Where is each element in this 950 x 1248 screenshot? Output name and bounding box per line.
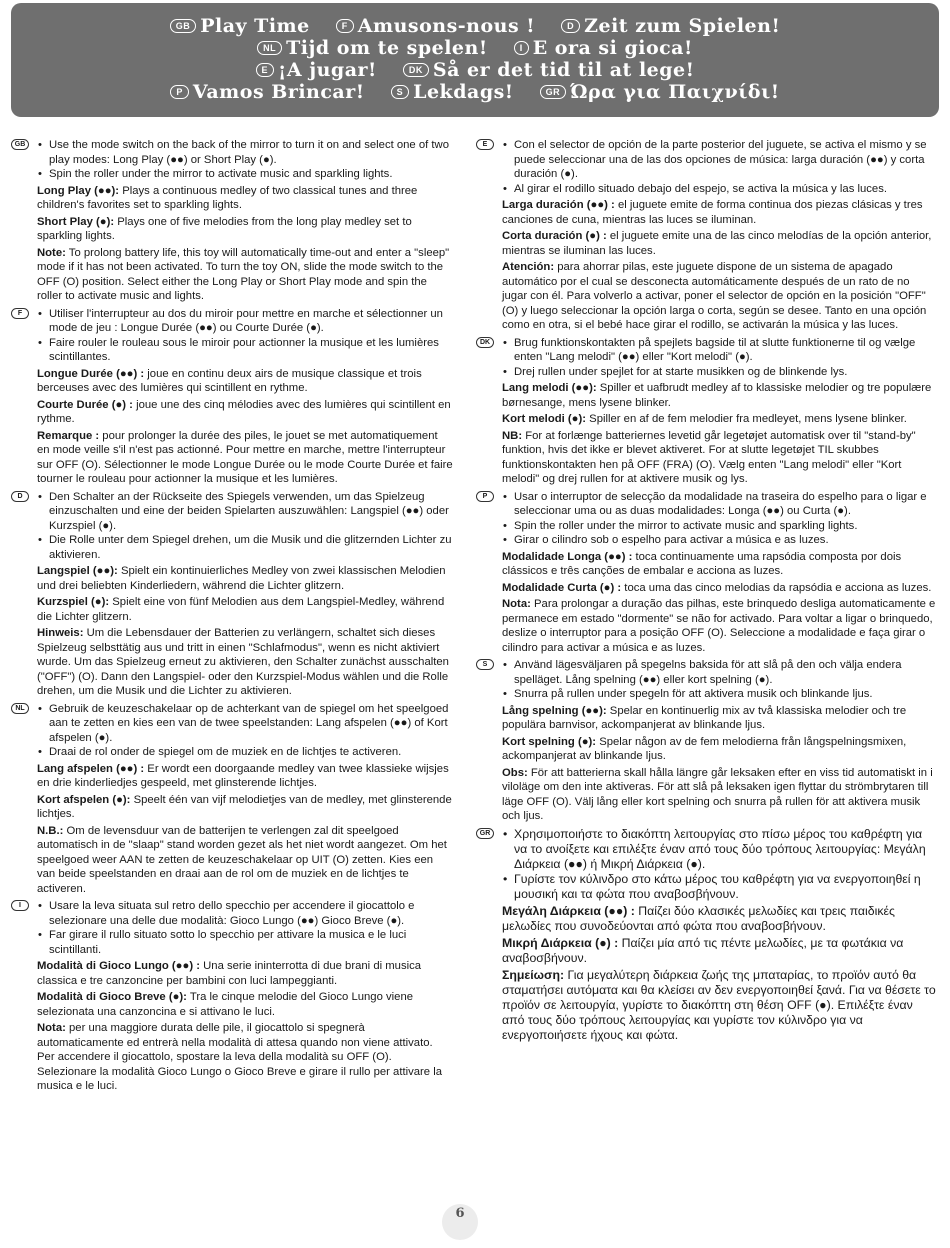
mode-text: toca continuamente uma rapsódia composta por dois clássicos e três canções de embalar e acciona as luzes. (502, 550, 902, 577)
banner-title-text: ¡A jugar! (278, 59, 377, 81)
mode-description (37, 1021, 453, 1094)
banner-title (391, 81, 514, 103)
language-code-badge: GR (540, 85, 567, 99)
banner-line (11, 37, 939, 59)
instruction-bullet: • Al girar el rodillo situado debajo del espejo, se activa la música y las luces. (502, 182, 936, 197)
mode-text: el juguete emite una de las cinco melodías de la opción anterior, mientras se iluminan las luces. (502, 230, 932, 257)
mode-text: Tra le cinque melodie del Gioco Lungo viene selezionata una canzoncina e si attivano le luci. (37, 991, 414, 1018)
mode-description (502, 904, 936, 934)
language-section-s (476, 658, 936, 824)
mode-text: Παίζει μία από τις πέντε μελωδίες, με τα φωτάκια να αναβοσβήνουν. (502, 935, 904, 965)
instruction-bullet: • Die Rolle unter dem Spiegel drehen, um die Musik und die glitzernden Lichter zu aktivieren. (37, 533, 453, 562)
mode-description (502, 198, 936, 227)
mode-term: Σημείωση: (502, 967, 565, 982)
language-code-badge: DK (403, 63, 429, 77)
language-section-f (11, 307, 453, 487)
mode-text: toca uma das cinco melodias da rapsódia e acciona as luzes. (621, 581, 932, 594)
mode-description (37, 246, 453, 304)
language-section-i (11, 899, 453, 1094)
mode-term: Corta duración (●) : (502, 230, 607, 242)
language-code-badge: P (476, 491, 494, 502)
instruction-bullet: • Draai de rol onder de spiegel om de muziek en de lichtjes te activeren. (37, 745, 453, 760)
language-section-nl (11, 702, 453, 897)
mode-description (502, 550, 936, 579)
language-code-badge: E (476, 139, 494, 150)
mode-description (502, 766, 936, 824)
mode-term: Kurzspiel (●): (37, 596, 110, 608)
mode-text: Om de levensduur van de batterijen te verlengen zal dit speelgoed automatisch in de "slaap" stand worden gezet als het niet wordt aangezet. Om het speelgoed weer AAN te zetten de keuzeschakelaar op UIT (O) zetten. Kies een van beide speelstanden en draai aan de rol om de muziek en de lichtjes te activeren. (37, 824, 447, 895)
banner-line (11, 59, 939, 81)
mode-description (37, 824, 453, 897)
mode-description (502, 597, 936, 655)
instruction-bullet: • Snurra på rullen under spegeln för att aktivera musik och blinkande ljus. (502, 687, 936, 702)
mode-term: Modalità di Gioco Breve (●): (37, 991, 187, 1003)
mode-term: Long Play (●●): (37, 184, 120, 197)
instruction-bullet: • Den Schalter an der Rückseite des Spiegels verwenden, um das Spielzeug einzuschalten und eine der beiden Spielarten auszuwählen: Langspiel (●●) oder Kurzspiel (●). (37, 490, 453, 534)
mode-term: Kort spelning (●): (502, 735, 597, 748)
mode-description (37, 793, 453, 822)
language-code-badge: GR (476, 828, 494, 839)
language-section-gr (476, 827, 936, 1043)
mode-description (37, 215, 453, 244)
mode-term: Langspiel (●●): (37, 565, 118, 577)
mode-description (37, 959, 453, 988)
mode-description (37, 398, 453, 427)
mode-term: Nota: (502, 598, 531, 610)
mode-text: Spielt eine von fünf Melodien aus dem Langspiel-Medley, während die Lichter glitzern. (37, 596, 445, 623)
mode-text: joue une des cinq mélodies avec des lumières qui scintillent en rythme. (37, 398, 451, 425)
mode-description (37, 184, 453, 213)
mode-text: Er wordt een doorgaande medley van twee klassieke wijsjes en drie kinderliedjes gespeeld, met glinsterende lichtjes. (37, 762, 449, 789)
banner-title-text: Amusons-nous ! (357, 15, 536, 37)
instruction-bullet: • Utiliser l'interrupteur au dos du miroir pour mettre en marche et sélectionner un mode de jeu : Longue Durée (●●) ou Courte Durée (●). (37, 307, 453, 336)
mode-text: För att batterierna skall hålla längre går leksaken efter en viss tid automatiskt in i viloläge om den inte aktiveras. För att slå på leksaken igen flyttar du strömbrytaren till läge OFF (O). Välj lång eller kort spelning och snurra på rullen för att aktivera musik och ljus. (502, 766, 933, 822)
banner-title (170, 81, 364, 103)
mode-text: Plays a continuous medley of two classical tunes and three children's favorites set to sparkling lights. (37, 184, 418, 211)
banner-title (514, 37, 693, 59)
instruction-bullet: • Usar o interruptor de selecção da modalidade na traseira do espelho para o ligar e seleccionar uma ou as duas modalidades: Longa (●●) ou Curta (●). (502, 490, 936, 519)
language-code-badge: GB (170, 19, 197, 33)
mode-term: Atención: (502, 261, 555, 273)
instruction-bullet: • Con el selector de opción de la parte posterior del juguete, se activa el mismo y se puede seleccionar una de las dos opciones de música: larga duración (●●) y corta duración (●). (502, 138, 936, 182)
mode-term: N.B.: (37, 824, 64, 837)
language-code-badge: DK (476, 337, 494, 348)
mode-text: Spelar någon av de fem melodierna från långspelningsmixen, ackompanjerat av blinkande ljus. (502, 735, 907, 762)
instruction-bullet: • Spin the roller under the mirror to activate music and sparkling lights. (502, 519, 936, 534)
mode-term: Modalità di Gioco Lungo (●●) : (37, 960, 200, 972)
mode-term: Note: (37, 246, 66, 259)
banner-title-text: Vamos Brincar! (192, 81, 365, 103)
language-code-badge: P (170, 85, 189, 99)
mode-term: Lang melodi (●●): (502, 382, 597, 394)
mode-description (502, 412, 936, 427)
mode-description (502, 581, 936, 596)
mode-description (502, 968, 936, 1043)
banner-title-text: Så er det tid til at lege! (432, 59, 695, 81)
mode-term: Remarque : (37, 429, 100, 442)
mode-description (37, 367, 453, 396)
mode-term: Longue Durée (●●) : (37, 367, 145, 380)
mode-description (502, 229, 936, 258)
mode-text: per una maggiore durata delle pile, il giocattolo si spegnerà automaticamente ed entrerà nella modalità di attesa quando non viene attivato. Per accendere il giocattolo, spostare la leva della modalità su OFF (O). Selezionare la modalità Gioco Lungo o Gioco Breve e girare il rullo per attivare la musica e le luci. (37, 1022, 443, 1092)
mode-description (37, 762, 453, 791)
instruction-bullet: • Brug funktionskontakten på spejlets bagside til at slutte funktionerne til og vælge enten "Lang melodi" (●●) eller "Kort melodi" (●). (502, 336, 936, 365)
mode-term: Μικρή Διάρκεια (●) : (502, 935, 619, 950)
mode-text: para ahorrar pilas, este juguete dispone de un sistema de apagado automático por el cual se desconecta automáticamente después de un rato de no jugar con él. Para volverlo a activar, poner el selector de opción en la posición "OFF" (O) y luego seleccionar la opción larga o corta, según se desee. Tanto en una opción como en otra, si el bebé hace girar el rodillo, se activarán la música y las luces. (502, 261, 927, 331)
language-code-badge: F (11, 308, 29, 319)
language-code-badge: S (391, 85, 410, 99)
title-banner (11, 3, 939, 117)
language-code-badge: D (11, 491, 29, 502)
mode-term: Short Play (●): (37, 215, 115, 228)
mode-term: Modalidade Curta (●) : (502, 581, 622, 594)
language-code-badge: I (514, 41, 529, 55)
banner-title-text: Zeit zum Spielen! (584, 15, 781, 37)
banner-title (170, 15, 310, 37)
mode-text: joue en continu deux airs de musique classique et trois berceuses avec des lumières qui scintillent en rythme. (37, 367, 422, 394)
mode-term: Lång spelning (●●): (502, 704, 607, 717)
instruction-bullet: • Använd lägesväljaren på spegelns baksida för att slå på den och välja endera spelläget. Lång spelning (●●) eller kort spelning (●). (502, 658, 936, 687)
mode-text: Spelar en kontinuerlig mix av två klassiska melodier och tre populära barnvisor, ackompanjerat av blinkande ljus. (502, 704, 907, 731)
language-code-badge: F (336, 19, 354, 33)
mode-description (37, 626, 453, 699)
mode-term: Obs: (502, 766, 528, 779)
mode-description (502, 429, 936, 487)
language-section-p (476, 490, 936, 656)
language-code-badge: GB (11, 139, 29, 150)
mode-description (502, 735, 936, 764)
page-number: 6 (455, 1206, 465, 1221)
banner-title-text: Play Time (200, 15, 310, 37)
mode-term: Kort afspelen (●): (37, 793, 131, 806)
mode-description (37, 564, 453, 593)
language-code-badge: D (561, 19, 580, 33)
banner-title-text: Ώρα για Παιχνίδι! (570, 81, 780, 103)
instruction-bullet: • Use the mode switch on the back of the mirror to turn it on and select one of two play modes: Long Play (●●) or Short Play (●). (37, 138, 453, 167)
left-column (11, 138, 453, 1097)
mode-term: Larga duración (●●) : (502, 199, 615, 211)
banner-title (257, 37, 488, 59)
mode-term: NB: (502, 429, 523, 442)
banner-title-text: Lekdags! (413, 81, 514, 103)
language-code-badge: E (256, 63, 275, 77)
mode-text: Speelt één van vijf melodietjes van de medley, met glinsterende lichtjes. (37, 793, 452, 820)
mode-text: Una serie ininterrotta di due brani di musica classica e tre canzoncine per bambini con luci lampeggianti. (37, 960, 422, 987)
mode-text: Um die Lebensdauer der Batterien zu verlängern, schaltet sich dieses Spielzeug selbsttätig aus und tritt in einen "Schlafmodus", wenn es nicht aktiviert wurde. Um das Spielzeug erneut zu aktivieren, den Schalter zunächst ausschalten ("OFF") (O). Dann den Langspiel- oder den Kurzspiel-Modus wählen und die Rolle drehen, um die Musik und die Lichter zu aktivieren. (37, 627, 449, 697)
instruction-bullet: • Gebruik de keuzeschakelaar op de achterkant van de spiegel om het speelgoed aan te zetten en kies een van de twee speelstanden: Lang afspelen (●●) of Kort afspelen (●). (37, 702, 453, 746)
mode-description (37, 595, 453, 624)
page-number-badge (440, 1200, 480, 1240)
banner-title (403, 59, 695, 81)
language-section-dk (476, 336, 936, 487)
mode-description (502, 704, 936, 733)
mode-description (502, 936, 936, 966)
mode-text: Plays one of five melodies from the long play medley set to sparkling lights. (37, 215, 412, 242)
mode-term: Nota: (37, 1022, 66, 1034)
banner-line (11, 15, 939, 37)
mode-description (502, 381, 936, 410)
mode-term: Lang afspelen (●●) : (37, 762, 145, 775)
mode-text: Spiller en af de fem melodier fra medleyet, mens lysene blinker. (586, 413, 907, 425)
language-code-badge: NL (11, 703, 29, 714)
banner-title (540, 81, 780, 103)
banner-title-text: Tijd om te spelen! (286, 37, 488, 59)
banner-title (336, 15, 535, 37)
mode-text: Spielt ein kontinuierliches Medley von zwei klassischen Melodien und drei beliebten Kinderliedern, während die Lichter glitzern. (37, 565, 446, 592)
mode-text: pour prolonger la durée des piles, le jouet se met automatiquement en mode veille s'il n'est pas actionné. Pour mettre en marche, mettre l'interrupteur sur OFF (O). Sélectionner le mode Longue Durée ou le mode Courte Durée et faire tourner le rouleau pour actionner la musique et les lumières. (37, 429, 453, 485)
mode-term: Kort melodi (●): (502, 413, 587, 425)
right-column (476, 138, 936, 1046)
mode-term: Courte Durée (●) : (37, 398, 133, 411)
instruction-bullet: • Faire rouler le rouleau sous le miroir pour actionner la musique et les lumières scintillantes. (37, 336, 453, 365)
mode-description (502, 260, 936, 333)
mode-text: el juguete emite de forma continua dos piezas clásicas y tres canciones de cuna, mientras las luces se iluminan. (502, 199, 923, 226)
instruction-bullet: • Χρησιμοποιήστε το διακόπτη λειτουργίας στο πίσω μέρος του καθρέφτη για να το ανοίξετε και επιλέξτε έναν από τους δύο τρόπους λειτουργίας: Μεγάλη Διάρκεια (●●) ή Μικρή Διάρκεια (●). (502, 827, 936, 872)
mode-description (37, 990, 453, 1019)
banner-line (11, 81, 939, 103)
mode-term: Μεγάλη Διάρκεια (●●) : (502, 903, 635, 918)
mode-term: Modalidade Longa (●●) : (502, 550, 633, 563)
mode-text: To prolong battery life, this toy will automatically time-out and enter a "sleep" mode if it has not been activated. To turn the toy ON, slide the mode switch to the OFF (O) position. Select either the Long Play or Short Play mode and spin the roller to activate music and lights. (37, 246, 450, 302)
mode-description (37, 429, 453, 487)
banner-title (561, 15, 780, 37)
language-section-e (476, 138, 936, 333)
language-section-d (11, 490, 453, 699)
instruction-bullet: • Drej rullen under spejlet for at starte musikken og de blinkende lys. (502, 365, 936, 380)
mode-text: Spiller et uafbrudt medley af to klassiske melodier og tre populære børnesange, mens lysene blinker. (502, 382, 932, 409)
instruction-bullet: • Γυρίστε τον κύλινδρο στο κάτω μέρος του καθρέφτη για να ενεργοποιηθεί η μουσική και τα φώτα που αναβοσβήνουν. (502, 872, 936, 902)
instruction-bullet: • Girar o cilindro sob o espelho para activar a música e as luzes. (502, 533, 936, 548)
language-code-badge: NL (257, 41, 282, 55)
mode-term: Hinweis: (37, 627, 84, 639)
mode-text: Παίζει δύο κλασικές μελωδίες και τρεις παιδικές μελωδίες που συνοδεύονται από φώτα που αναβοσβήνουν. (502, 903, 895, 933)
language-code-badge: I (11, 900, 29, 911)
language-code-badge: S (476, 659, 494, 670)
banner-title-text: E ora si gioca! (532, 37, 693, 59)
instruction-bullet: • Usare la leva situata sul retro dello specchio per accendere il giocattolo e selezionare una delle due modalità: Gioco Lungo (●●) Gioco Breve (●). (37, 899, 453, 928)
banner-title (256, 59, 377, 81)
mode-text: For at forlænge batteriernes levetid går legetøjet automatisk over til "stand-by" funktion, hvis det ikke er blevet aktiveret. For at slutte legetøjet TIL skubbes funktionskontakten hen på OFF (FRA) (O). Vælg enten "Lang melodi" eller "Kort melodi" og drej rullen for at aktivere musik og lys. (502, 429, 916, 485)
instruction-bullet: • Far girare il rullo situato sotto lo specchio per attivare la musica e le luci scintillanti. (37, 928, 453, 957)
language-section-gb (11, 138, 453, 304)
instruction-bullet: • Spin the roller under the mirror to activate music and sparkling lights. (37, 167, 453, 182)
mode-text: Για μεγαλύτερη διάρκεια ζωής της μπαταρίας, το προϊόν αυτό θα σταματήσει αυτόματα και θα κλείσει αν δεν ενεργοποιηθεί ξανά. Για να θέσετε το προϊόν σε λειτουργία, γυρίστε το διακόπτη στη θέση OFF (●). Επιλέξτε έναν από τους δύο τρόπους λειτουργίας και γυρίστε τον κύλινδρο για να ενεργοποιήσετε ήχους και φώτα. (502, 967, 936, 1042)
mode-text: Para prolongar a duração das pilhas, este brinquedo desliga automaticamente e permanece em estado "dormente" se não for activado. Para voltar a ligar o brinquedo, deslize o interruptor para a posição OFF (O). Seleccione a modalidade e faça girar o cilindro para activar a música e as luzes. (502, 598, 936, 654)
